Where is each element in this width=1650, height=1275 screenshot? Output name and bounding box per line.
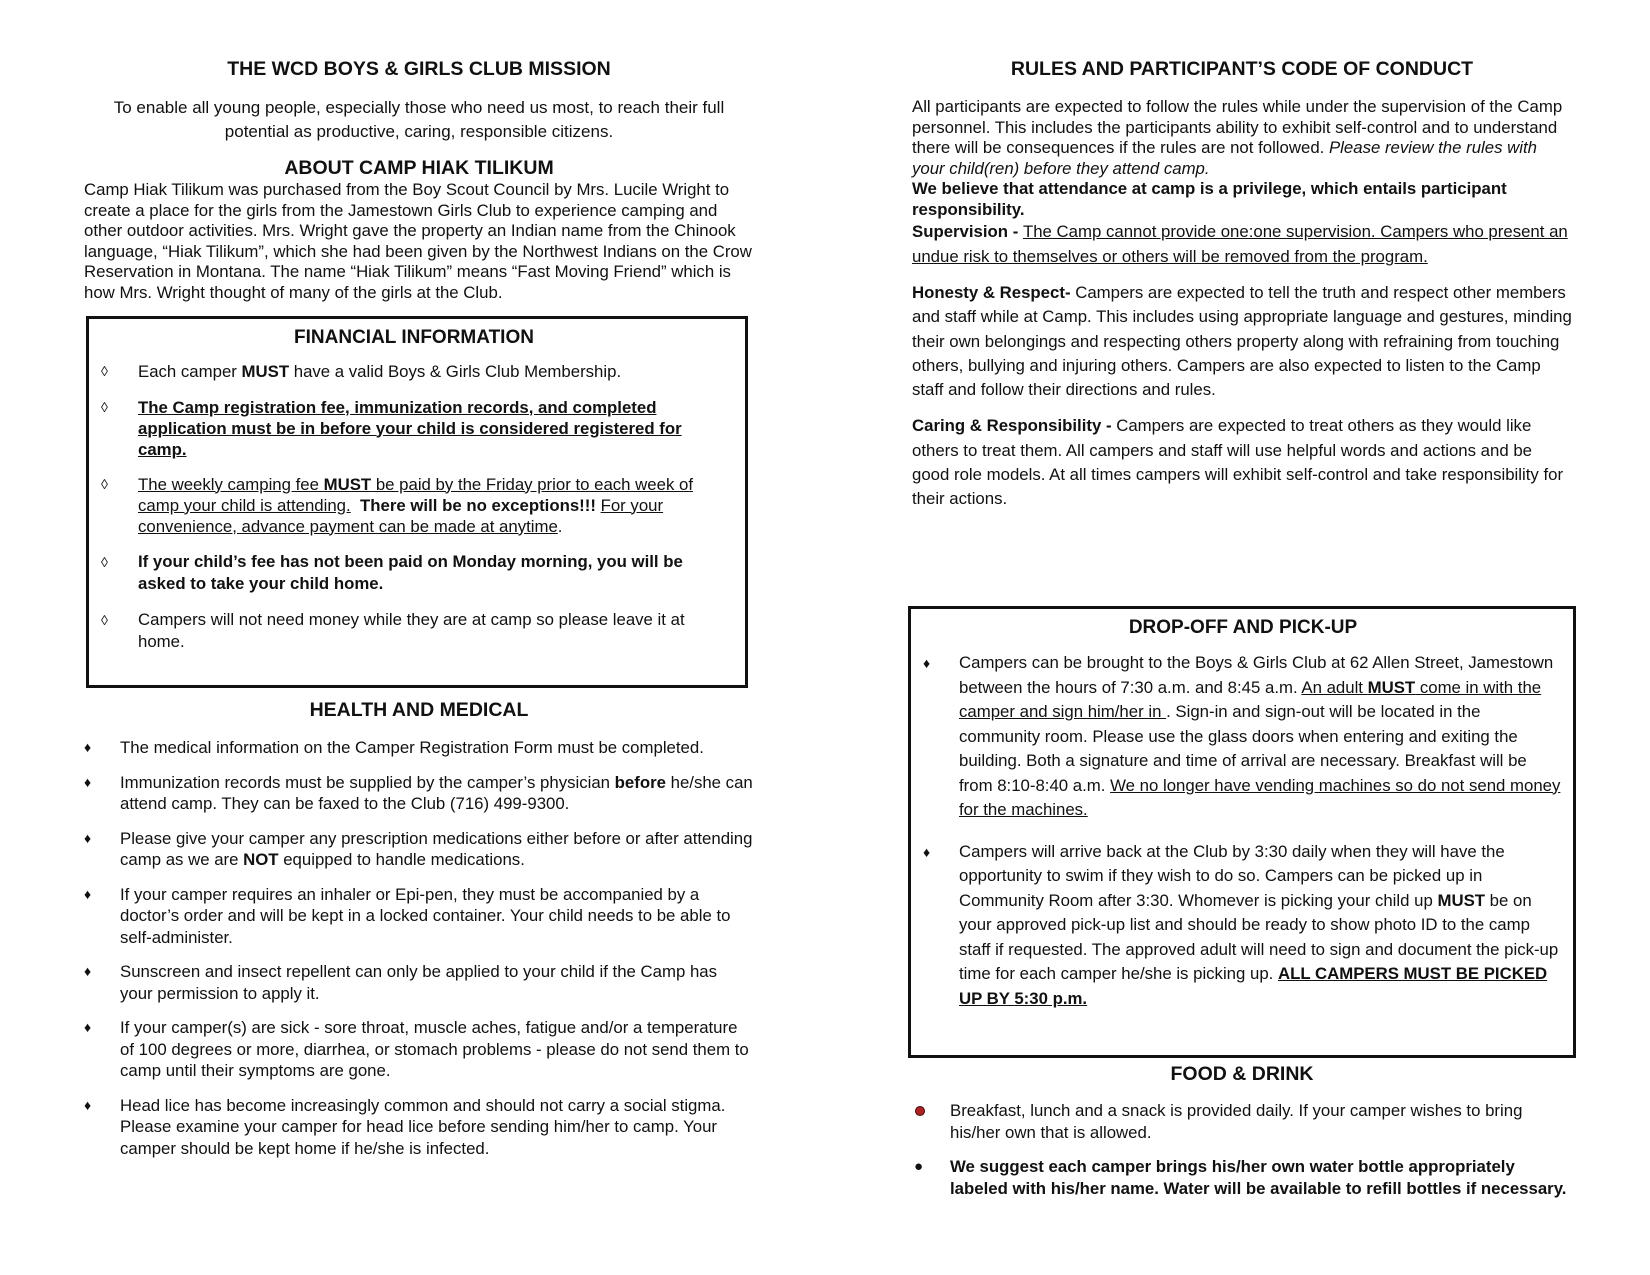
diamond-filled-icon: ♦ bbox=[84, 773, 92, 790]
list-item: ♦ Head lice has become increasingly common and should not carry a social stigma. Please examine your camper for head lice before sending him/her to camp. Your camper should be kept home if he/she is infected. bbox=[84, 1095, 726, 1158]
left-column bbox=[84, 58, 754, 1159]
list-item: ◊ The weekly camping fee MUST be paid by the Friday prior to each week of camp your child is attending. There will be no exceptions!!! For your convenience, advance payment can be made at anytime. bbox=[101, 474, 693, 536]
red-bullet-icon bbox=[916, 1107, 924, 1115]
list-item: ♦ Campers can be brought to the Boys & Girls Club at 62 Allen Street, Jamestown between the hours of 7:30 a.m. and 8:45 a.m. An adult MUST come in with the camper and sign him/her in . Sign-in and sign-out will be located in the community room. Please use the glass doors when entering and exiting the building. Both a signature and time of arrival are necessary. Breakfast will be from 8:10-8:40 a.m. We no longer have vending machines so do not send money for the machines. bbox=[923, 653, 1561, 819]
list-item: ♦ If your camper requires an inhaler or Epi-pen, they must be accompanied by a doctor’s order and will be kept in a locked container. Your child needs to be able to self-administer. bbox=[84, 884, 731, 947]
diamond-filled-icon: ♦ bbox=[84, 739, 92, 755]
right-column bbox=[912, 58, 1572, 1198]
diamond-filled-icon: ♦ bbox=[84, 1096, 92, 1113]
financial-info-box bbox=[86, 316, 748, 688]
diamond-filled-icon: ♦ bbox=[84, 963, 92, 979]
list-item: ● We suggest each camper brings his/her own water bottle appropriately labeled with his/her name. Water will be available to refill bottles if necessary. bbox=[914, 1157, 1567, 1198]
list-item: ◊ The Camp registration fee, immunization records, and completed application must be in before your child is considered registered for camp. bbox=[101, 397, 682, 459]
about-heading: ABOUT CAMP HIAK TILIKUM bbox=[284, 157, 554, 179]
rules-supervision: Supervision - The Camp cannot provide one:one supervision. Campers who present an undue risk to themselves or others will be removed from the program. bbox=[912, 222, 1568, 266]
mission-heading: THE WCD BOYS & GIRLS CLUB MISSION bbox=[227, 58, 611, 80]
health-list bbox=[84, 737, 754, 1159]
health-heading: HEALTH AND MEDICAL bbox=[309, 699, 529, 721]
financial-heading: FINANCIAL INFORMATION bbox=[294, 327, 534, 348]
list-item: ♦ Campers will arrive back at the Club by 3:30 daily when they will have the opportunity to swim if they wish to do so. Campers can be picked up in Community Room after 3:30. Whomever is picking your child up MUST be on your approved pick-up list and should be ready to show photo ID to the camp staff if requested. The approved adult will need to sign and document the pick-up time for each camper he/she is picking up. ALL CAMPERS MUST BE PICKED UP BY 5:30 p.m. bbox=[923, 841, 1559, 1008]
rules-privilege: We believe that attendance at camp is a privilege, which entails participant responsibility. bbox=[912, 179, 1507, 219]
food-heading: FOOD & DRINK bbox=[1170, 1063, 1314, 1085]
mission-text: To enable all young people, especially those who need us most, to reach their full potential as productive, caring, responsible citizens. bbox=[113, 98, 725, 141]
list-item: Breakfast, lunch and a snack is provided daily. If your camper wishes to bring his/her own that is allowed. bbox=[912, 1100, 1572, 1143]
rules-intro: All participants are expected to follow the rules while under the supervision of the Camp personnel. This includes the participants ability to exhibit self-control and to understand there will be consequences if the rules are not followed. Please review the rules with your child(ren) before they attend camp. bbox=[912, 97, 1563, 178]
diamond-filled-icon: ♦ bbox=[84, 885, 92, 902]
diamond-outline-icon: ◊ bbox=[101, 398, 108, 415]
diamond-outline-icon: ◊ bbox=[101, 611, 108, 628]
rules-heading: RULES AND PARTICIPANT’S CODE OF CONDUCT bbox=[1010, 58, 1474, 80]
food-section bbox=[912, 1063, 1572, 1199]
food-list bbox=[912, 1100, 1572, 1199]
list-item: ◊ Each camper MUST have a valid Boys & Girls Club Membership. bbox=[101, 362, 622, 381]
list-item: ♦ Sunscreen and insect repellent can only be applied to your child if the Camp has your permission to apply it. bbox=[84, 962, 718, 1003]
diamond-filled-icon: ♦ bbox=[923, 655, 931, 671]
list-item: ♦ The medical information on the Camper Registration Form must be completed. bbox=[84, 738, 704, 757]
list-item: ♦ If your camper(s) are sick - sore throat, muscle aches, fatigue and/or a temperature of 100 degrees or more, diarrhea, or stomach problems - please do not send them to camp until their symptoms are gone. bbox=[84, 1018, 749, 1080]
rules-caring: Caring & Responsibility - Campers are expected to treat others as they would like others to treat them. All campers and staff will use helpful words and actions and be good role models. At all times campers will exhibit self-control and take responsibility for their actions. bbox=[912, 416, 1564, 509]
financial-list bbox=[101, 361, 727, 653]
diamond-outline-icon: ◊ bbox=[101, 553, 108, 570]
list-item: ♦ Immunization records must be supplied by the camper’s physician before he/she can attend camp. They can be faxed to the Club (716) 499-9300. bbox=[84, 772, 753, 813]
list-item: ♦ Please give your camper any prescription medications either before or after attending camp as we are NOT equipped to handle medications. bbox=[84, 828, 753, 869]
list-item: ◊ If your child’s fee has not been paid on Monday morning, you will be asked to take your child home. bbox=[101, 551, 683, 593]
about-text: Camp Hiak Tilikum was purchased from the Boy Scout Council by Mrs. Lucile Wright to create a place for the girls from the Jamestown Girls Club to experience camping and other outdoor activities. Mrs. Wright gave the property an Indian name from the Chinook language, “Hiak Tilikum”, which she had been given by the Northwest Indians on the Crow Reservation in Montana. The name “Hiak Tilikum” means “Fast Moving Friend” which is how Mrs. Wright thought of many of the girls at the Club. bbox=[84, 180, 752, 302]
list-item: ◊ Campers will not need money while they are at camp so please leave it at home. bbox=[101, 609, 685, 651]
dropoff-heading: DROP-OFF AND PICK-UP bbox=[1128, 617, 1358, 638]
dropoff-pickup-box bbox=[908, 606, 1576, 1058]
dropoff-list bbox=[923, 651, 1563, 1011]
diamond-filled-icon: ♦ bbox=[84, 1019, 92, 1035]
diamond-outline-icon: ◊ bbox=[101, 363, 108, 379]
diamond-filled-icon: ♦ bbox=[923, 843, 931, 860]
diamond-outline-icon: ◊ bbox=[101, 475, 108, 492]
diamond-filled-icon: ♦ bbox=[84, 829, 92, 846]
rules-honesty: Honesty & Respect- Campers are expected to tell the truth and respect other members and staff while at Camp. This includes using appropriate language and gestures, minding their own belongings and respecting others property along with refraining from touching others, bullying and injuring others. Campers are also expected to listen to the Camp staff and follow their directions and rules. bbox=[912, 283, 1572, 400]
black-bullet-icon: ● bbox=[914, 1158, 924, 1175]
